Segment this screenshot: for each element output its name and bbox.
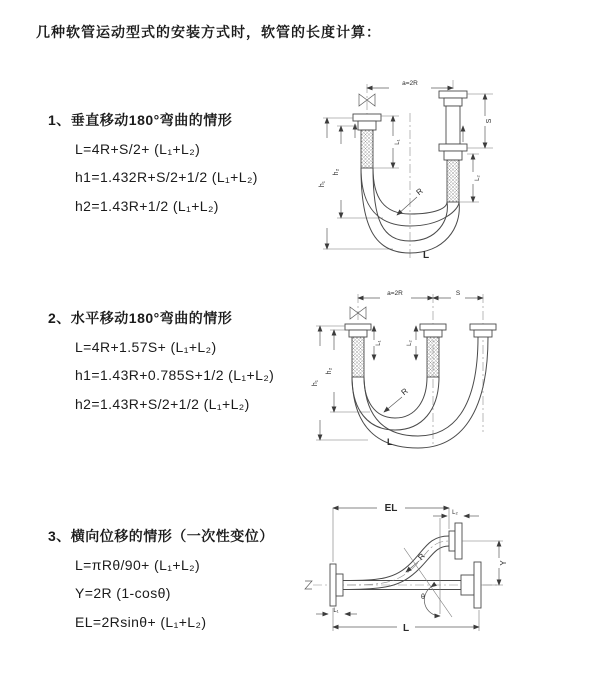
dim-label-el: EL xyxy=(384,503,398,514)
diagram-lateral-displacement xyxy=(303,496,593,644)
dimension-span xyxy=(358,290,433,298)
dim-label-l2: L₂ xyxy=(475,175,481,181)
dim-label-span: a=2R xyxy=(387,290,403,297)
centerlines xyxy=(367,80,453,260)
flange xyxy=(455,523,462,559)
hose-curves xyxy=(352,337,488,448)
section-1-heading: 1、垂直移动180°弯曲的情形 xyxy=(48,112,233,128)
braided-hose-section xyxy=(447,160,459,202)
dim-label-l1: L₁ xyxy=(395,139,401,145)
dim-label-span: a=2R xyxy=(402,80,418,87)
dim-label-l2: L₂ xyxy=(452,510,458,516)
left-flange-assembly xyxy=(330,564,343,606)
flange xyxy=(474,562,481,608)
flange-hub xyxy=(336,574,343,596)
left-pipe-assembly xyxy=(345,324,371,377)
dim-label-radius: R xyxy=(414,186,425,197)
formula-line: L=πRθ/90+ (L₁+L₂) xyxy=(75,556,201,573)
dim-label-h1: h₁ xyxy=(319,180,326,188)
dimension-length xyxy=(333,608,479,634)
braided-hose-section xyxy=(352,337,364,377)
flange-hub xyxy=(424,330,442,337)
braided-hose-section xyxy=(361,130,373,168)
section-lateral-offset xyxy=(48,522,274,636)
dimension-h1 xyxy=(319,118,393,249)
dimension-fitting-right xyxy=(433,510,479,516)
braided-hose-section xyxy=(427,337,439,377)
middle-pipe-assembly xyxy=(420,324,446,377)
dim-label-theta: θ xyxy=(421,594,425,601)
right-flange-assembly xyxy=(461,562,481,608)
dimension-fitting-right xyxy=(459,154,481,202)
dim-label-l1: L₁ xyxy=(333,608,339,614)
flange-hub xyxy=(461,575,474,595)
formula-line: EL=2Rsinθ+ (L₁+L₂) xyxy=(75,613,207,630)
dimension-fitting-left xyxy=(316,608,357,614)
dim-label-l2: L₂ xyxy=(407,340,413,346)
right-pipe-assembly xyxy=(439,91,467,202)
dim-label-length: L xyxy=(387,437,393,447)
flange-hub xyxy=(358,121,376,130)
flange-hub xyxy=(474,330,492,337)
dim-label-radius: R xyxy=(416,551,427,562)
dimension-stroke-s xyxy=(433,290,483,298)
dim-label-length: L xyxy=(423,250,430,261)
flange-hub xyxy=(444,98,462,106)
dim-label-length: L xyxy=(402,623,410,634)
hose-displaced-position xyxy=(343,536,449,590)
dim-label-l1: L₁ xyxy=(376,340,382,346)
dim-label-y: Y xyxy=(499,560,508,566)
page-title: 几种软管运动型式的安装方式时，软管的长度计算： xyxy=(36,24,381,40)
dimension-fitting-mid xyxy=(407,326,416,360)
diagram-vertical-180-bend xyxy=(313,68,588,263)
dim-label-h2: h₂ xyxy=(333,168,340,176)
radius-leader xyxy=(384,386,410,412)
formula-line: h2=1.43R+1/2 (L₁+L₂) xyxy=(75,197,219,214)
flange xyxy=(420,324,446,330)
dimension-el xyxy=(333,503,449,562)
formula-line: h1=1.43R+0.785S+1/2 (L₁+L₂) xyxy=(75,367,275,383)
flange xyxy=(353,114,381,121)
dim-label-s: S xyxy=(455,290,461,297)
flange-hub xyxy=(444,151,462,160)
dim-label-h1: h₁ xyxy=(312,379,319,387)
dimension-stroke-s xyxy=(467,94,493,148)
radius-leader xyxy=(397,186,425,215)
formula-line: L=4R+1.57S+ (L₁+L₂) xyxy=(75,338,217,355)
left-pipe-assembly xyxy=(353,114,381,168)
section-vertical-bend xyxy=(48,106,258,220)
flange-hub xyxy=(449,531,455,551)
dim-label-s: S xyxy=(486,118,493,124)
upper-flange-assembly xyxy=(449,523,462,559)
diagram-horizontal-180-bend xyxy=(308,282,593,452)
flange xyxy=(330,564,336,606)
section-2-heading: 2、水平移动180°弯曲的情形 xyxy=(48,310,233,326)
flange xyxy=(439,144,467,151)
rigid-pipe xyxy=(446,106,460,144)
right-pipe-assembly xyxy=(470,324,496,337)
formula-line: h2=1.43R+S/2+1/2 (L₁+L₂) xyxy=(75,395,250,412)
flange-hub xyxy=(349,330,367,337)
flange xyxy=(470,324,496,330)
dim-label-h2: h₂ xyxy=(326,367,333,375)
section-3-heading: 3、横向位移的情形（一次性变位） xyxy=(48,528,274,544)
radius-leader xyxy=(406,551,427,572)
flange xyxy=(439,91,467,98)
formula-line: h1=1.432R+S/2+1/2 (L₁+L₂) xyxy=(75,169,258,185)
dim-label-radius: R xyxy=(399,386,410,397)
formula-line: Y=2R (1-cosθ) xyxy=(75,585,171,601)
dimension-fitting-left xyxy=(374,326,382,360)
formula-line: L=4R+S/2+ (L₁+L₂) xyxy=(75,140,201,157)
section-horizontal-bend xyxy=(48,304,274,418)
flange xyxy=(345,324,371,330)
dimension-span xyxy=(367,80,453,88)
centerlines xyxy=(358,294,483,444)
break-mark xyxy=(305,581,312,589)
dimension-fitting-left xyxy=(373,116,401,168)
